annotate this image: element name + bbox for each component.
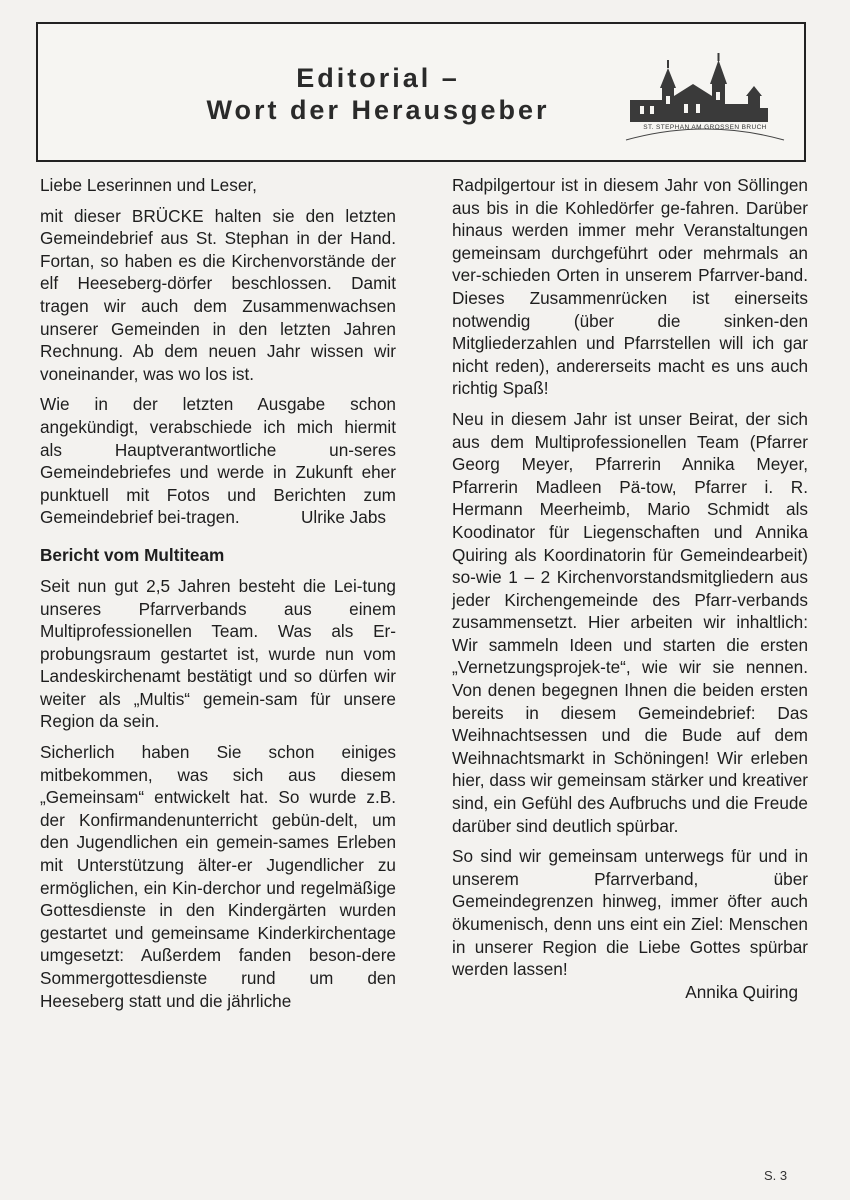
greeting: Liebe Leserinnen und Leser, [40, 175, 257, 195]
title-line-1: Editorial – [296, 63, 460, 93]
paragraph: Radpilgertour ist in diesem Jahr von Söllingen aus bis in die Kohledörfer ge-fahren. Darüber hinaus werden immer mehr Veranstaltungen gemeinsam durchgeführt oder mehrmals an ver-schieden Orten in unserem Pfarrver-band. Dieses Zusammenrücken ist einerseits notwendig (über die sinken-den Mitgliederzahlen und Pfarrstellen will ich gar nicht reden), andererseits macht es uns auch richtig Spaß! [452, 175, 808, 399]
signature-ulrike-jabs: Ulrike Jabs [300, 507, 386, 528]
section-heading: Bericht vom Multiteam [40, 544, 225, 565]
logo-caption: ST. STEPHAN AM GROSSEN BRUCH [643, 124, 767, 131]
left-column [40, 174, 396, 1020]
paragraph: Wie in der letzten Ausgabe schon angekündigt, verabschiede ich mich hiermit als Hauptverantwortliche un-seres Gemeindebriefes und werde in Zukunft eher punktuell mit Fotos und Berichten zum Gemeindebrief bei-tragen. [40, 394, 396, 528]
paragraph: Seit nun gut 2,5 Jahren besteht die Lei-tung unseres Pfarrverbands aus einem Multiprofessionellen Team. Was als Er-probungsraum gestartet ist, wurde nun vom Landeskirchenamt bestätigt und so dürfen wir weiter als „Multis“ gemein-sam für unsere Region da sein. [40, 575, 396, 732]
editorial-title [148, 62, 608, 126]
paragraph: Sicherlich haben Sie schon einiges mitbekommen, was sich aus diesem „Gemeinsam“ entwickelt hat. So wurde z.B. der Konfirmandenunterricht gebün-delt, um den Jugendlichen ein gemein-sames Erleben mit Unterstützung älter-er Jugendlicher zu ermöglichen, ein Kin-derchor und regelmäßige Gottesdienste in den Kindergärten wurden gestartet und gemeinsame Kinderkirchentage umgesetzt: Außerdem fanden beson-dere Sommergottesdienste rund um den Heeseberg statt und die jährliche [40, 742, 396, 1011]
title-line-2: Wort der Herausgeber [206, 95, 550, 125]
paragraph: So sind wir gemeinsam unterwegs für und in unserem Pfarrverband, über Gemeindegrenzen hinweg, immer öfter auch ökumenisch, denn uns eint ein Ziel: Menschen in unserer Region die Liebe Gottes spürbar werden lassen! [452, 846, 808, 980]
page-number: S. 3 [764, 1168, 788, 1183]
signature-annika-quiring: Annika Quiring [685, 981, 798, 1002]
paragraph: mit dieser BRÜCKE halten sie den letzten Gemeindebrief aus St. Stephan in der Hand. Fortan, so haben es die Kirchenvorstände der elf Heeseberg-dörfer beschlossen. Damit tragen wir auch dem Zusammenwachsen unserer Gemeinden in den letzten Jahren Rechnung. Ab dem neuen Jahr wissen wir voneinander, was wo los ist. [40, 205, 396, 384]
paragraph: Neu in diesem Jahr ist unser Beirat, der sich aus dem Multiprofessionellen Team (Pfarrer Georg Meyer, Pfarrerin Annika Meyer, Pfarrerin Madleen Pä-tow, Pfarrer i. R. Hermann Meerheimb, Mario Schmidt als Koodinator für Liegenschaften und Annika Quiring als Koordinatorin für Gemeindearbeit) so-wie 1 – 2 Kirchenvorstandsmitgliedern aus jeder Kirchengemeinde des Pfarr-verbands zusammensetzt. Hier arbeiten wir inhaltlich: Wir sammeln Ideen und starten die ersten „Vernetzungsprojek-te“, wie wir sie nennen. Von denen begegnen Ihnen die beiden ersten bereits in diesem Gemeindebrief: Das Weihnachtsessen und die Bude auf dem Weihnachtsmarkt in Schöningen! Wir erleben hier, dass wir gemeinsam stärker und kreativer sind, ein Gefühl des Aufbruchs und die Freude darüber sind deutlich spürbar. [452, 408, 808, 836]
editorial-header-box [36, 22, 806, 162]
right-column [452, 174, 808, 1011]
church-logo-icon [620, 48, 790, 148]
